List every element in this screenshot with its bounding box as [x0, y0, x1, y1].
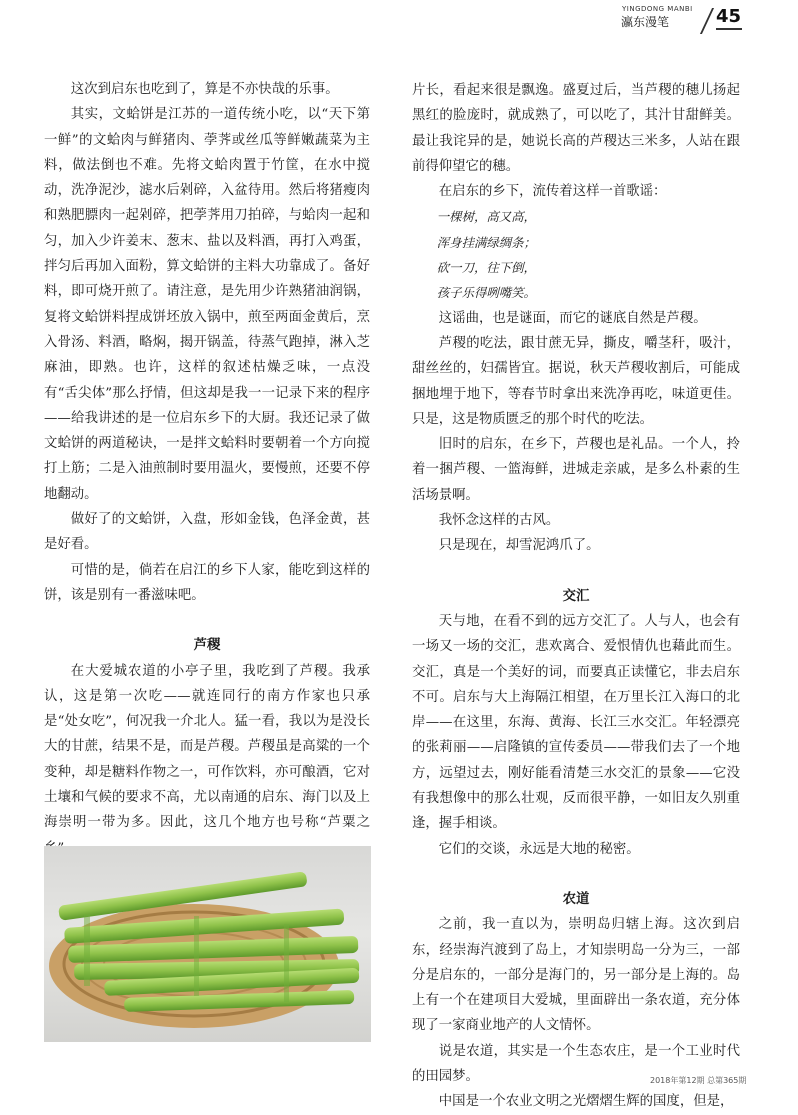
- paragraph: 我怀念这样的古风。: [438, 513, 560, 529]
- paragraph: 它们的交谈，永远是大地的秘密。: [438, 841, 640, 857]
- paragraph: 中国是一个农业文明之光熠熠生辉的国度，但是，: [438, 1094, 734, 1110]
- paragraph: 这次到启东也吃到了，算是不亦快哉的乐事。: [70, 82, 339, 97]
- verse-line: 浑身挂满绿绸条；: [436, 234, 536, 250]
- lujie-photo: [44, 846, 371, 1042]
- paragraph: 其实，文蛤饼是江苏的一道传统小吃，以“天下第一鲜”的文蛤肉与鲜猪肉、荸荠或丝瓜等鲜嫩蔬菜为主料，做法倒也不难。先将文蛤肉置于竹筐，在水中搅动，洗净泥沙，滤水后剁碎，入盆待用。然后将猪瘦肉和熟肥膘肉一起剁碎，把荸荠用刀拍碎，与蛤肉一起和匀，加入少许姜末、葱末、盐以及料酒，再打入鸡蛋，拌匀后再加入面粉，算文蛤饼的主料大功靠成了。备好料，即可烧开煎了。请注意，是先用少许熟猪油润锅，复将文蛤饼料捏成饼坯放入锅中，煎至两面金黄后，烹入骨汤、料酒，略焖，揭开锅盖，待蒸气跑掉，淋入芝麻油，即熟。也许，这样的叙述枯燥乏味，一点没有“舌尖体”那么抒情，但这却是我一一记录下来的程序——给我讲述的是一位启东乡下的大厨。我还记录了做文蛤饼的两道秘诀，一是拌文蛤料时要朝着一个方向搅打上筋；二是入油煎制时要用温火，要慢煎，还要不停地翻动。: [44, 107, 370, 502]
- verse-line: 一棵树，高又高，: [436, 209, 536, 225]
- paragraph: 旧时的启东，在乡下，芦稷也是礼品。一个人，拎着一捆芦稷、一篮海鲜，进城走亲戚，是多么朴素的生活场景啊。: [412, 437, 740, 503]
- sorghum-stalks-illustration: [44, 846, 371, 1042]
- column-pinyin: YINGDONG MANBI: [622, 5, 693, 13]
- paragraph: 芦稷的吃法，跟甘蔗无异，撕皮，嚼茎秆，吸汁，甜丝丝的，妇孺皆宜。据说，秋天芦稷收割后，可能成捆地埋于地下，等春节时拿出来洗净再吃，味道更佳。只是，这是物质匮乏的那个时代的吃法。: [412, 335, 740, 427]
- left-column: [44, 77, 370, 912]
- page-header: [0, 0, 798, 40]
- section-title-nongdao: 农道: [562, 891, 590, 907]
- right-column: [412, 78, 740, 1115]
- issue-footer: 2018年第12期 总第365期: [650, 1076, 747, 1085]
- page-number-underline: [716, 28, 742, 30]
- paragraph: 片长，看起来很是飘逸。盛夏过后，当芦稷的穗儿扬起黑红的脸庞时，就成熟了，可以吃了，其汁甘甜鲜美。最让我诧异的是，她说长高的芦稷达三米多，人站在跟前得仰望它的穗。: [412, 83, 740, 174]
- folk-song: [412, 204, 740, 305]
- page-number: 45: [716, 6, 742, 27]
- paragraph: 在大爱城农道的小亭子里，我吃到了芦稷。我承认，这是第一次吃——就连同行的南方作家也只承是“处女吃”，何况我一介北人。猛一看，我以为是没长大的甘蔗，结果不是，而是芦稷。芦稷虽是高粱的一个变种，却是糖料作物之一，可作饮料，亦可酿酒，它对土壤和气候的要求不高，尤以南通的启东、海门以及上海崇明一带为多。因此，这几个地方也号称“芦粟之: [44, 663, 370, 831]
- paragraph: 在启东的乡下，流传着这样一首歌谣：: [438, 184, 667, 200]
- verse-line: 砍一刀，往下倒，: [436, 260, 536, 276]
- section-title-lujie: 芦稷: [193, 638, 221, 654]
- paragraph: 可惜的是，倘若在启江的乡下人家，能吃到这样的饼，该是别有一番滋味吧。: [44, 562, 370, 603]
- paragraph: 之前，我一直以为，崇明岛归辖上海。这次到启东，经崇海汽渡到了岛上，才知崇明岛一分为三，一部分是启东的，一部分是海门的，另一部分是上海的。岛上有一个在建项目大爱城，里面辟出一条农道，充分体现了一家商业地产的人文情怀。: [412, 917, 740, 1034]
- header-divider: [700, 8, 714, 34]
- column-name: 瀛东漫笔: [621, 15, 670, 29]
- paragraph: 做好了的文蛤饼，入盘，形如金钱，色泽金黄，甚是好看。: [44, 512, 370, 553]
- paragraph: 天与地，在看不到的远方交汇了。人与人，也会有一场又一场的交汇，悲欢离合、爱恨情仇也藉此而生。交汇，真是一个美好的词，而要真正读懂它，非去启东不可。启东与大上海隔江相望，在万里长江入海口的北岸——在这里，东海、黄海、长江三水交汇。年轻漂亮的张莉丽——启隆镇的宣传委员——带我们去了一个地方，远望过去，刚好能看清楚三水交汇的景象——它没有我想像中的那么壮观，反而很平静，一如旧友久别重逢，握手相谈。: [412, 613, 740, 832]
- section-title-jiaohui: 交汇: [562, 588, 590, 604]
- paragraph: 这谣曲，也是谜面，而它的谜底自然是芦稷。: [438, 310, 707, 326]
- paragraph: 说是农道，其实是一个生态农庄，是一个工业时代的田园梦。: [412, 1043, 740, 1084]
- paragraph: 只是现在，却雪泥鸿爪了。: [438, 538, 600, 554]
- verse-line: 孩子乐得咧嘴笑。: [436, 285, 536, 301]
